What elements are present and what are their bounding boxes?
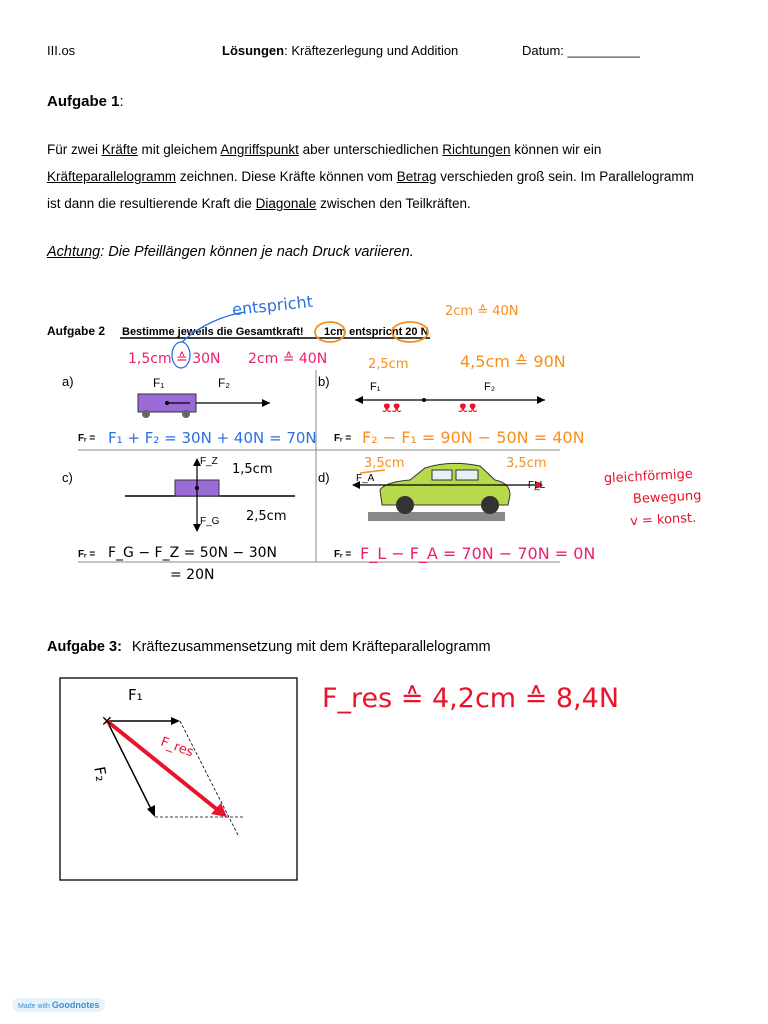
c-hand-1: 1,5cm	[232, 462, 273, 477]
aufgabe3-subtitle: Kräftezusammensetzung mit dem Kräfteparallelogramm	[131, 639, 491, 655]
rope-center	[422, 398, 426, 402]
badge-prefix: Made with	[18, 1003, 50, 1010]
car-window-1	[432, 470, 452, 480]
origin-cross: ✕	[101, 714, 113, 730]
a-hand-left: 1,5cm ≙ 30N	[128, 351, 221, 367]
road	[368, 512, 505, 521]
side-note-line2: Bewegung	[632, 488, 702, 508]
a-result: F₁ + F₂ = 30N + 40N = 70N	[108, 429, 317, 447]
a-f1: F₁	[153, 376, 165, 390]
a3-f2: F₂	[90, 765, 111, 783]
d-hand-left: 3,5cm	[364, 456, 405, 471]
d-fa: F_A	[356, 473, 375, 484]
title-bold: Lösungen	[222, 43, 285, 58]
goodnotes-badge[interactable]	[12, 998, 105, 1012]
label-b: b)	[318, 374, 330, 389]
a-hand-right: 2cm ≙ 40N	[248, 351, 328, 367]
c-result: F_G − F_Z = 50N − 30N	[108, 545, 278, 561]
badge-brand: Goodnotes	[51, 1000, 100, 1010]
hand-entspricht: entspricht	[231, 291, 314, 320]
aufgabe2-instruction: Bestimme jeweils die Gesamtkraft!	[122, 326, 304, 338]
arrow-b-left-head	[355, 396, 363, 404]
arrow-b-right-head	[537, 396, 545, 404]
b-f2: F₂	[484, 381, 495, 393]
orange-circle-mark-2	[392, 322, 428, 342]
aufgabe3-title: Aufgabe 3:	[47, 639, 122, 655]
car-wheel-front	[396, 496, 414, 514]
c-fz: F_Z	[200, 456, 218, 467]
c-fg: F_G	[200, 516, 220, 527]
a-fr-label: Fᵣ =	[78, 433, 96, 444]
aufgabe2-scale: 1cm entspricht 20 N	[324, 326, 429, 338]
person-icon-left: ᴥᴥ	[382, 397, 402, 416]
d-fl: F_L	[528, 480, 546, 491]
c-result2: = 20N	[170, 567, 215, 583]
header-title	[222, 43, 458, 58]
wagon-wheel-2	[182, 410, 190, 418]
block-center	[195, 486, 199, 490]
title-rest: : Kräftezerlegung und Addition	[284, 43, 459, 58]
b-fr-label: Fᵣ =	[334, 433, 352, 444]
wagon-wheel-1	[142, 410, 150, 418]
label-c: c)	[62, 470, 73, 485]
aufgabe1-text	[47, 136, 737, 217]
d-hand-right: 3,5cm	[506, 456, 547, 471]
car-wheel-rear	[481, 496, 499, 514]
aufgabe1-line3: ist dann die resultierende Kraft die Diagonale zwischen den Teilkräften.	[47, 196, 471, 211]
a-f2: F₂	[218, 376, 230, 390]
b-hand-right: 4,5cm ≙ 90N	[460, 352, 566, 371]
orange-circle-mark-1	[315, 322, 345, 342]
b-f1: F₁	[370, 381, 381, 393]
class-label: III.os	[47, 43, 76, 58]
d-fr-label: Fᵣ =	[334, 549, 352, 560]
hand-scale-b: 2cm ≙ 40N	[445, 304, 519, 319]
c-hand-2: 2,5cm	[246, 509, 287, 524]
aufgabe1-note: Achtung: Die Pfeillängen können je nach Druck variieren.	[47, 244, 414, 260]
aufgabe1-title: Aufgabe 1:	[47, 93, 124, 110]
aufgabe3-heading	[47, 639, 491, 655]
b-hand-left: 2,5cm	[368, 357, 409, 372]
d-side-note	[603, 464, 703, 535]
car-window-2	[456, 470, 478, 480]
aufgabe2-title: Aufgabe 2	[47, 324, 106, 338]
label-d: d)	[318, 470, 330, 485]
label-a: a)	[62, 374, 74, 389]
arrow-a-head	[262, 399, 270, 407]
d-result: F_L − F_A = 70N − 70N = 0N	[360, 544, 596, 563]
a3-answer: F_res ≙ 4,2cm ≙ 8,4N	[322, 683, 620, 714]
aufgabe1-line1: Für zwei Kräfte mit gleichem Angriffspunkt aber unterschiedlichen Richtungen können wir ein	[47, 142, 602, 157]
aufgabe1-line2: Kräfteparallelogramm zeichnen. Diese Kräfte können vom Betrag verschieden groß sein. Im Parallelogramm	[47, 169, 694, 184]
c-fr-label: Fᵣ =	[78, 549, 96, 560]
side-note-line3: v = konst.	[629, 510, 697, 530]
person-icon-right: ᴥᴥ	[458, 397, 478, 416]
a3-fres: F_res	[158, 734, 196, 761]
a3-f1: F₁	[128, 686, 143, 704]
date-field: Datum: __________	[522, 43, 640, 58]
b-result: F₂ − F₁ = 90N − 50N = 40N	[362, 428, 585, 447]
side-note-line1: gleichförmige	[603, 466, 694, 487]
